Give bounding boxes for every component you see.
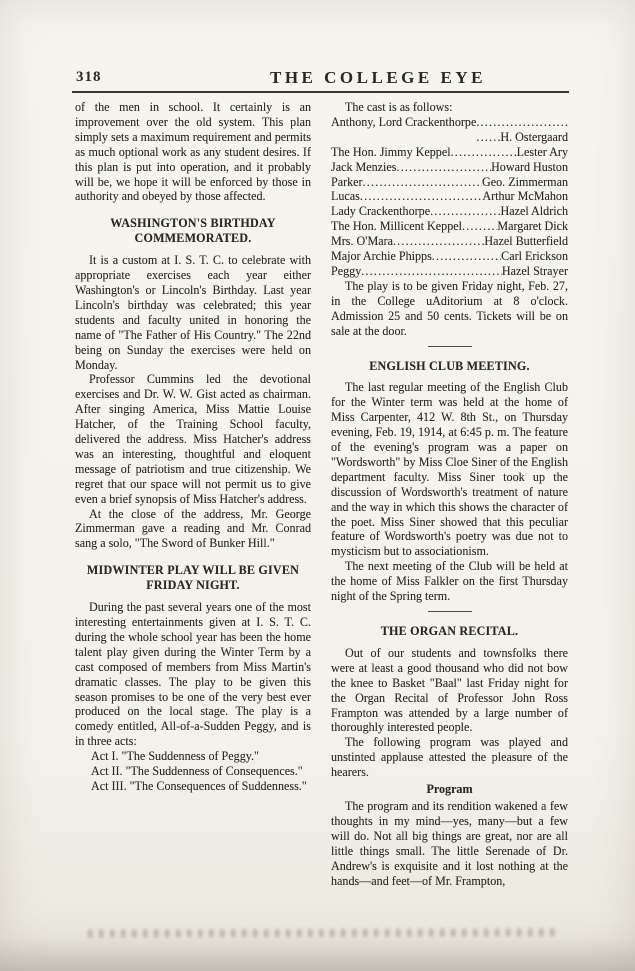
act-line: Act II. "The Suddenness of Consequences." [91, 764, 303, 779]
paragraph: At the close of the address, Mr. George Zimmerman gave a reading and Mr. Conrad sang a solo, "The Sword of Bunker Hill." [75, 506, 311, 551]
masthead-title: THE COLLEGE EYE [270, 68, 486, 87]
cast-line [331, 160, 568, 175]
section-separator [428, 611, 472, 612]
cast-role: Major Archie Phipps [331, 249, 432, 264]
cast-list [331, 115, 568, 279]
dot-leader [363, 175, 482, 190]
page-number: 318 [76, 69, 102, 85]
section-heading: MIDWINTER PLAY WILL BE GIVEN FRIDAY NIGHT. [86, 563, 300, 593]
dot-leader [432, 249, 501, 264]
cast-actor: Margaret Dick [497, 219, 568, 234]
bottom-smudge-artifact [88, 928, 556, 937]
paragraph: Professor Cummins led the devotional exercises and Dr. W. W. Gist acted as chairman. After singing America, Miss Mattie Louise Hatcher, of the Training School faculty, delivered the address. Miss Hatcher's address was an interesting, thoughtful and eloquent message of patriotism and true citizenship. We regret that our space will not permit us to give even a brief synopsis of Miss Hatcher's address. [75, 372, 311, 506]
section-heading: WASHINGTON'S BIRTHDAY COMMEMORATED. [110, 216, 276, 246]
dot-leader [462, 219, 497, 234]
cast-line [331, 264, 568, 279]
paragraph: The last regular meeting of the English Club for the Winter term was held at the home of Miss Carpenter, 412 W. 8th St., on Thursday evening, Feb. 19, 1914, at 6:45 p. m. The feature of the evening's program was a paper on "Wordsworth" by Miss Cloe Siner of the English department faculty. Miss Siner took up the discussion of Wordsworth's treatment of nature and the way in which this shows the character of the poet. Miss Siner showed that this peculiar feature of Wordsworth's poetry was due not to mysticism but to associationism. [331, 380, 568, 559]
dot-leader [361, 264, 502, 279]
cast-actor: Lester Ary [516, 144, 568, 159]
cast-role: Peggy [331, 263, 362, 278]
paragraph: The cast is as follows: [345, 100, 453, 114]
cast-role: Parker [331, 174, 363, 189]
cast-actor: Geo. Zimmerman [482, 174, 568, 189]
dot-leader [360, 189, 482, 204]
left-column [75, 100, 311, 794]
cast-actor: Howard Huston [491, 159, 568, 174]
section-heading: THE ORGAN RECITAL. [380, 624, 519, 638]
act-line: Act I. "The Suddenness of Peggy." [91, 749, 259, 764]
cast-actor: Carl Erickson [501, 249, 568, 264]
dot-leader [396, 160, 491, 175]
paragraph: It is a custom at I. S. T. C. to celebrate with appropriate exercises each year either Washington's or Lincoln's Birthday. Last year Lincoln's birthday was celebrated; this year students and faculty united in honoring the name of "The Father of His Country." The 22nd being on Sunday the exercises were held on Monday. [75, 253, 311, 372]
cast-role: Mrs. O'Mara [331, 234, 393, 249]
header-rule [72, 91, 569, 93]
section-heading: ENGLISH CLUB MEETING. [369, 358, 530, 373]
cast-actor: Hazel Strayer [501, 263, 568, 278]
dot-leader [476, 130, 500, 145]
cast-role: Lady Crackenthorpe [331, 204, 431, 219]
cast-role: Jack Menzies [331, 159, 397, 174]
dot-leader [393, 234, 484, 249]
cast-role: Anthony, Lord Crackenthorpe [331, 114, 477, 129]
paragraph: of the men in school. It certainly is an improvement over the old system. This plan simply sets a maximum requirement and permits as much optional work as any student desires. If this plan is put into operation, and it probably will be, we hope it will be enforced by those in authority and obeyed by those affected. [75, 100, 311, 204]
paragraph: Out of our students and townsfolks there were at least a good thousand who did not bow the knee to Basket "Baal" last Friday night for the Organ Recital of Professor John Ross Frampton was attended by a large number of thoroughly interested people. [331, 645, 568, 735]
cast-actor: Arthur McMahon [482, 189, 568, 204]
cast-line [331, 145, 568, 160]
right-column [331, 100, 568, 888]
cast-role: Lucas [331, 189, 360, 204]
section-separator [428, 346, 472, 347]
dot-leader [451, 145, 517, 160]
cast-role: The Hon. Millicent Keppel [331, 219, 462, 234]
cast-role: The Hon. Jimmy Keppel [331, 144, 451, 159]
program-subheading: Program [426, 782, 473, 797]
cast-line [331, 234, 568, 249]
paragraph: The following program was played and unstinted applause attested the pleasure of the hearers. [331, 735, 568, 780]
cast-line [331, 115, 568, 130]
paragraph: During the past several years one of the most interesting entertainments given at I. S. T. C. during the whole school year has been the home talent play given during the Winter Term by a cast composed of members from Miss Martin's dramatic classes. The play to be given this season promises to be one of the very best ever produced on the local stage. The play is a comedy entitled, All-of-a-Sudden Peggy, and is in three acts: [75, 600, 311, 749]
cast-actor: H. Ostergaard [500, 129, 568, 144]
cast-line [331, 249, 568, 264]
cast-line [331, 189, 568, 204]
cast-line [331, 204, 568, 219]
cast-line [331, 219, 568, 234]
page-bottom-shade [0, 938, 635, 971]
dot-leader [476, 115, 568, 130]
cast-actor: Hazel Aldrich [500, 204, 568, 219]
cast-line-continuation [331, 130, 568, 145]
paragraph: The play is to be given Friday night, Feb. 27, in the College uAditorium at 8 o'clock. Admission 25 and 50 cents. Tickets will be on sale at the door. [331, 278, 568, 338]
paragraph: The program and its rendition wakened a few thoughts in my mind—yes, many—but a few will do. Not all big things are great, nor are all little things small. The little Serenade of Dr. Andrew's is exquisite and it lost nothing at the hands—and feet—of Mr. Frampton, [331, 798, 568, 888]
cast-actor: Hazel Butterfield [484, 234, 568, 249]
dot-leader [430, 204, 500, 219]
cast-line [331, 175, 568, 190]
act-line: Act III. "The Consequences of Suddenness." [91, 778, 307, 793]
paragraph: The next meeting of the Club will be held at the home of Miss Falkler on the first Thursday night of the Spring term. [331, 559, 568, 604]
